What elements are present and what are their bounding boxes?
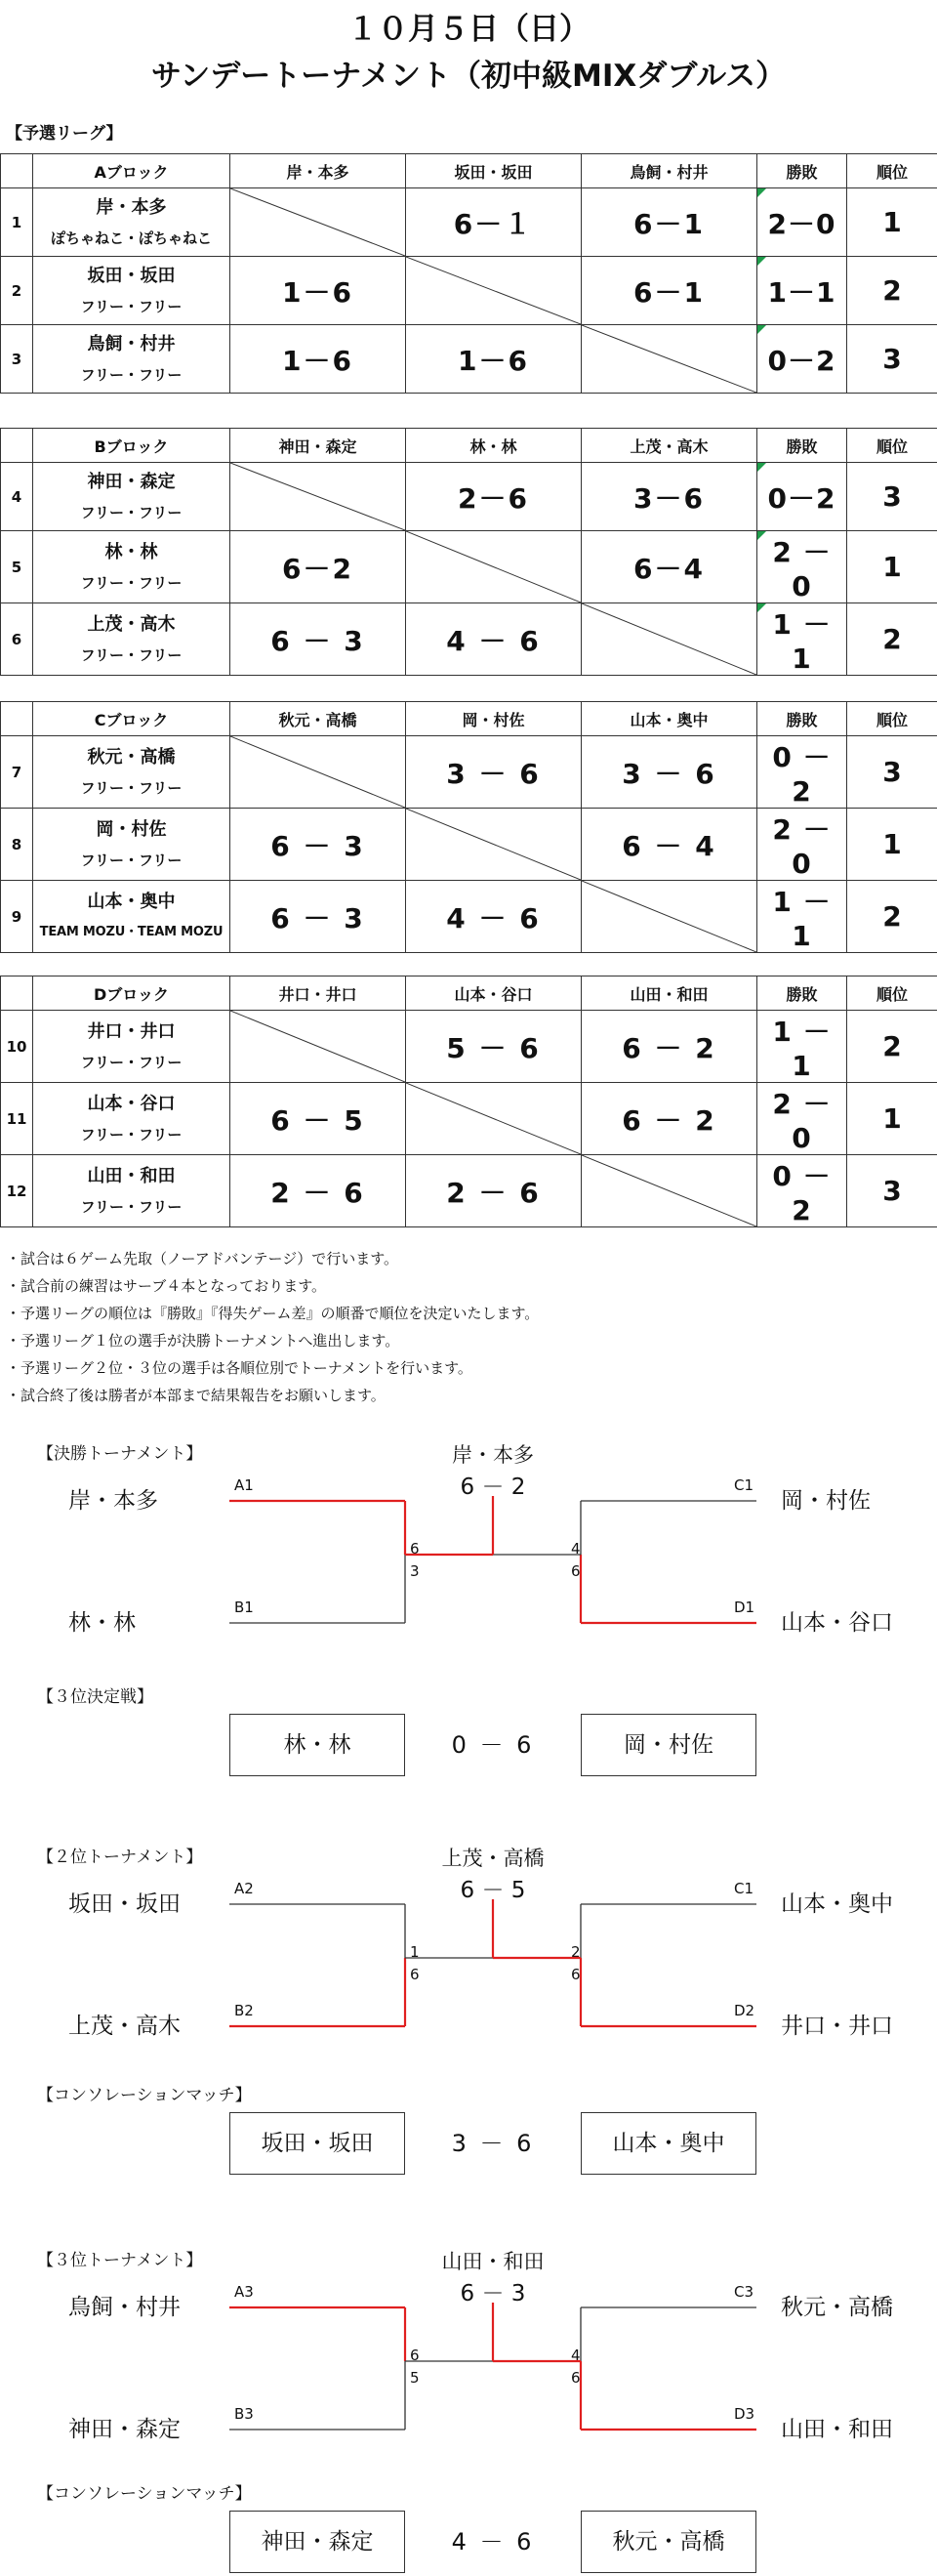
rank-cell: 1: [847, 1083, 937, 1155]
pair-name: 岸・本多: [96, 196, 167, 218]
header-index-cell: [1, 976, 33, 1011]
table-row: [1, 257, 937, 325]
win-loss-value: 2 － 0: [772, 1088, 832, 1154]
cell-marker-icon: [757, 603, 766, 612]
table-row: [1, 736, 937, 809]
player-right-top: 山本・奥中: [781, 1891, 893, 1917]
score-cell: 3 － 6: [582, 736, 757, 809]
win-loss-cell: [757, 809, 847, 881]
win-loss-cell: [757, 1083, 847, 1155]
diagonal-cell: [406, 257, 582, 325]
pair-cell: [33, 809, 230, 881]
tournament-bracket: [0, 1831, 937, 2046]
final-score: 6 － 5: [460, 1878, 526, 1903]
tournament-winner: 岸・本多: [452, 1443, 534, 1467]
note-line: ・試合前の練習はサーブ４本となっております。: [6, 1277, 327, 1295]
pair-name: 岡・村佐: [96, 818, 167, 840]
score-cell: 6－2: [230, 531, 406, 603]
team-name: フリー・フリー: [80, 851, 183, 869]
win-loss-cell: [757, 603, 847, 676]
pair-name: 山田・和田: [87, 1165, 176, 1186]
score-cell: 6 － 2: [582, 1083, 757, 1155]
column-header: 林・林: [406, 429, 582, 463]
match-left-player: 神田・森定: [229, 2511, 405, 2573]
column-header: 勝敗: [757, 429, 847, 463]
score-cell: 6－1: [582, 188, 757, 257]
column-header: 上茂・高木: [582, 429, 757, 463]
column-header: 岡・村佐: [406, 702, 582, 736]
seed-left-bottom: B1: [234, 1599, 254, 1616]
match-label: 【コンソレーションマッチ】: [37, 2086, 252, 2105]
pair-name: 鳥飼・村井: [87, 333, 176, 354]
pair-name: 山本・奥中: [87, 891, 176, 912]
pair-cell: [33, 881, 230, 953]
score-cell: 6 － 3: [230, 603, 406, 676]
table-row: [1, 881, 937, 953]
rank-cell: 3: [847, 325, 937, 394]
rank-cell: 3: [847, 463, 937, 531]
column-header: 順位: [847, 429, 937, 463]
score-cell: 6－1: [582, 257, 757, 325]
win-loss-cell: [757, 736, 847, 809]
diagonal-cell: [230, 188, 406, 257]
seed-right-top: C1: [734, 1880, 754, 1897]
diagonal-cell: [230, 463, 406, 531]
seed-left-bottom: B3: [234, 2405, 254, 2423]
pair-cell: [33, 603, 230, 676]
team-name: TEAM MOZU・TEAM MOZU: [39, 924, 224, 939]
player-right-top: 岡・村佐: [781, 1488, 871, 1514]
team-name: フリー・フリー: [80, 297, 183, 315]
column-header: 順位: [847, 702, 937, 736]
match-right-player: 山本・奥中: [581, 2112, 756, 2175]
team-name: ぽちゃねこ・ぽちゃねこ: [50, 229, 212, 247]
player-left-bottom: 上茂・高木: [68, 2014, 181, 2039]
row-number: 7: [1, 736, 33, 809]
score-cell: 6－１: [406, 188, 582, 257]
seed-left-top: A2: [234, 1880, 254, 1897]
row-number: 6: [1, 603, 33, 676]
player-left-bottom: 林・林: [68, 1610, 136, 1636]
score-right-top: 2: [571, 1943, 581, 1961]
player-right-bottom: 山本・谷口: [781, 1610, 893, 1636]
row-number: 1: [1, 188, 33, 257]
single-match: [0, 1683, 937, 1780]
bracket-lines: [0, 1831, 937, 2046]
player-right-top: 秋元・高橋: [781, 2295, 893, 2320]
single-match: [0, 2479, 937, 2576]
rank-cell: 1: [847, 809, 937, 881]
score-cell: 3 － 6: [406, 736, 582, 809]
pair-name: 神田・森定: [87, 471, 176, 492]
row-number: 5: [1, 531, 33, 603]
rank-cell: 1: [847, 188, 937, 257]
table-row: [1, 188, 937, 257]
cell-marker-icon: [757, 257, 766, 266]
player-right-bottom: 山田・和田: [781, 2417, 893, 2442]
score-right-top: 4: [571, 2347, 581, 2364]
league-table: [0, 153, 937, 394]
score-cell: 4 － 6: [406, 603, 582, 676]
league-table: [0, 428, 937, 676]
column-header: 山本・谷口: [406, 976, 582, 1011]
tournament-bracket: [0, 2234, 937, 2449]
win-loss-cell: [757, 1155, 847, 1227]
match-right-player: 岡・村佐: [581, 1714, 756, 1776]
final-score: 6 － 3: [460, 2281, 526, 2306]
pair-name: 山本・谷口: [87, 1093, 176, 1114]
cell-marker-icon: [757, 463, 766, 472]
win-loss-value: 2 － 0: [772, 536, 832, 602]
team-name: フリー・フリー: [80, 573, 183, 592]
column-header: 順位: [847, 154, 937, 188]
block-name: Aブロック: [33, 154, 230, 188]
pair-name: 林・林: [104, 541, 158, 562]
row-number: 9: [1, 881, 33, 953]
score-cell: 2 － 6: [406, 1155, 582, 1227]
team-name: フリー・フリー: [80, 1053, 183, 1071]
score-left-bottom: 3: [410, 1562, 420, 1580]
column-header: 岸・本多: [230, 154, 406, 188]
league-table: [0, 701, 937, 953]
win-loss-value: 0 － 2: [772, 741, 832, 808]
rank-cell: 3: [847, 1155, 937, 1227]
pair-cell: [33, 188, 230, 257]
note-line: ・予選リーグの順位は『勝敗』『得失ゲーム差』の順番で順位を決定いたします。: [6, 1305, 540, 1322]
score-cell: 2－6: [406, 463, 582, 531]
rank-cell: 3: [847, 736, 937, 809]
win-loss-cell: [757, 531, 847, 603]
win-loss-value: 1 － 1: [772, 1016, 832, 1082]
single-match: [0, 2081, 937, 2179]
score-cell: 3－6: [582, 463, 757, 531]
score-cell: 6 － 4: [582, 809, 757, 881]
rank-cell: 2: [847, 257, 937, 325]
score-left-bottom: 6: [410, 1966, 420, 1983]
diagonal-cell: [582, 603, 757, 676]
rank-cell: 2: [847, 881, 937, 953]
seed-left-top: A3: [234, 2283, 254, 2301]
pair-cell: [33, 1083, 230, 1155]
table-row: [1, 531, 937, 603]
diagonal-cell: [582, 325, 757, 394]
column-header: 神田・森定: [230, 429, 406, 463]
match-score: 0 － 6: [451, 1731, 535, 1759]
note-line: ・試合終了後は勝者が本部まで結果報告をお願いします。: [6, 1387, 386, 1404]
score-right-top: 4: [571, 1540, 581, 1558]
pair-name: 井口・井口: [87, 1020, 176, 1042]
score-cell: 6 － 2: [582, 1011, 757, 1083]
date-title: １０月５日（日）: [347, 12, 590, 47]
player-left-top: 鳥飼・村井: [68, 2295, 181, 2320]
player-left-top: 岸・本多: [68, 1488, 158, 1514]
diagonal-cell: [406, 531, 582, 603]
match-label: 【コンソレーションマッチ】: [37, 2484, 252, 2504]
pair-cell: [33, 463, 230, 531]
score-cell: 1－6: [230, 257, 406, 325]
league-table: [0, 976, 937, 1227]
column-header: 勝敗: [757, 702, 847, 736]
win-loss-cell: [757, 188, 847, 257]
block-name: Bブロック: [33, 429, 230, 463]
table-row: [1, 325, 937, 394]
rank-cell: 2: [847, 1011, 937, 1083]
match-left-player: 坂田・坂田: [229, 2112, 405, 2175]
win-loss-cell: [757, 463, 847, 531]
diagonal-cell: [406, 809, 582, 881]
bracket-lines: [0, 2234, 937, 2449]
match-score: 4 － 6: [451, 2528, 535, 2555]
score-cell: 6 － 5: [230, 1083, 406, 1155]
column-header: 山本・奥中: [582, 702, 757, 736]
win-loss-cell: [757, 325, 847, 394]
row-number: 8: [1, 809, 33, 881]
match-left-player: 林・林: [229, 1714, 405, 1776]
pair-cell: [33, 531, 230, 603]
bracket-lines: [0, 1428, 937, 1642]
match-label: 【３位決定戦】: [37, 1687, 153, 1707]
league-label: 【予選リーグ】: [6, 124, 123, 144]
team-name: フリー・フリー: [80, 1197, 183, 1216]
win-loss-value: 1 － 1: [772, 886, 832, 952]
rank-cell: 2: [847, 603, 937, 676]
tournament-label: 【３位トーナメント】: [37, 2251, 203, 2270]
score-right-bottom: 6: [571, 1966, 581, 1983]
pair-cell: [33, 1155, 230, 1227]
table-row: [1, 1011, 937, 1083]
score-cell: 6－4: [582, 531, 757, 603]
diagonal-cell: [406, 1083, 582, 1155]
row-number: 3: [1, 325, 33, 394]
score-cell: 2 － 6: [230, 1155, 406, 1227]
pair-name: 上茂・高木: [87, 613, 176, 635]
win-loss-value: 1－1: [767, 275, 836, 309]
score-left-top: 6: [410, 1540, 420, 1558]
player-left-bottom: 神田・森定: [68, 2417, 181, 2442]
tournament-label: 【２位トーナメント】: [37, 1848, 203, 1867]
row-number: 11: [1, 1083, 33, 1155]
score-left-top: 1: [410, 1943, 420, 1961]
score-cell: 6 － 3: [230, 809, 406, 881]
team-name: フリー・フリー: [80, 778, 183, 797]
win-loss-value: 0 － 2: [772, 1160, 832, 1226]
seed-right-top: C3: [734, 2283, 754, 2301]
pair-name: 秋元・高橋: [87, 746, 176, 768]
table-row: [1, 1083, 937, 1155]
team-name: フリー・フリー: [80, 365, 183, 384]
player-left-top: 坂田・坂田: [68, 1891, 181, 1917]
note-line: ・試合は６ゲーム先取（ノーアドバンテージ）で行います。: [6, 1250, 399, 1267]
team-name: フリー・フリー: [80, 1125, 183, 1143]
row-number: 10: [1, 1011, 33, 1083]
column-header: 井口・井口: [230, 976, 406, 1011]
header-index-cell: [1, 154, 33, 188]
cell-marker-icon: [757, 188, 766, 197]
column-header: 勝敗: [757, 154, 847, 188]
column-header: 勝敗: [757, 976, 847, 1011]
win-loss-value: 2－0: [767, 207, 836, 240]
note-line: ・予選リーグ１位の選手が決勝トーナメントへ進出します。: [6, 1332, 400, 1350]
page-title: サンデートーナメント（初中級MIXダブルス）: [150, 59, 787, 94]
pair-cell: [33, 257, 230, 325]
win-loss-cell: [757, 257, 847, 325]
seed-right-top: C1: [734, 1476, 754, 1494]
score-cell: 5 － 6: [406, 1011, 582, 1083]
team-name: フリー・フリー: [80, 645, 183, 664]
score-cell: 1－6: [406, 325, 582, 394]
notes: [6, 1245, 539, 1409]
column-header: 鳥飼・村井: [582, 154, 757, 188]
score-right-bottom: 6: [571, 1562, 581, 1580]
seed-left-bottom: B2: [234, 2002, 254, 2019]
pair-name: 坂田・坂田: [87, 265, 176, 286]
score-left-top: 6: [410, 2347, 420, 2364]
diagonal-cell: [582, 1155, 757, 1227]
score-left-bottom: 5: [410, 2369, 420, 2387]
win-loss-value: 0－2: [767, 481, 836, 515]
tournament-winner: 上茂・高橋: [441, 1847, 545, 1870]
block-name: Cブロック: [33, 702, 230, 736]
cell-marker-icon: [757, 531, 766, 540]
table-row: [1, 603, 937, 676]
score-cell: 6 － 3: [230, 881, 406, 953]
column-header: 山田・和田: [582, 976, 757, 1011]
row-number: 2: [1, 257, 33, 325]
tournament-bracket: [0, 1428, 937, 1642]
tournament-label: 【決勝トーナメント】: [37, 1444, 203, 1464]
win-loss-cell: [757, 881, 847, 953]
team-name: フリー・フリー: [80, 503, 183, 521]
win-loss-value: 0－2: [767, 344, 836, 377]
table-row: [1, 1155, 937, 1227]
diagonal-cell: [230, 1011, 406, 1083]
diagonal-cell: [582, 881, 757, 953]
block-name: Dブロック: [33, 976, 230, 1011]
seed-right-bottom: D3: [734, 2405, 755, 2423]
note-line: ・予選リーグ２位・３位の選手は各順位別でトーナメントを行います。: [6, 1359, 472, 1377]
score-right-bottom: 6: [571, 2369, 581, 2387]
column-header: 順位: [847, 976, 937, 1011]
pair-cell: [33, 325, 230, 394]
win-loss-value: 1 － 1: [772, 608, 832, 675]
pair-cell: [33, 736, 230, 809]
win-loss-value: 2 － 0: [772, 813, 832, 880]
score-cell: 4 － 6: [406, 881, 582, 953]
seed-right-bottom: D2: [734, 2002, 755, 2019]
table-row: [1, 463, 937, 531]
score-cell: 1－6: [230, 325, 406, 394]
header-index-cell: [1, 702, 33, 736]
header-index-cell: [1, 429, 33, 463]
seed-right-bottom: D1: [734, 1599, 755, 1616]
pair-cell: [33, 1011, 230, 1083]
column-header: 秋元・高橋: [230, 702, 406, 736]
tournament-winner: 山田・和田: [441, 2250, 545, 2273]
win-loss-cell: [757, 1011, 847, 1083]
player-right-bottom: 井口・井口: [781, 2014, 893, 2039]
row-number: 4: [1, 463, 33, 531]
table-row: [1, 809, 937, 881]
seed-left-top: A1: [234, 1476, 254, 1494]
column-header: 坂田・坂田: [406, 154, 582, 188]
rank-cell: 1: [847, 531, 937, 603]
diagonal-cell: [230, 736, 406, 809]
match-score: 3 － 6: [451, 2130, 535, 2157]
cell-marker-icon: [757, 325, 766, 334]
row-number: 12: [1, 1155, 33, 1227]
match-right-player: 秋元・高橋: [581, 2511, 756, 2573]
final-score: 6 － 2: [460, 1475, 526, 1500]
